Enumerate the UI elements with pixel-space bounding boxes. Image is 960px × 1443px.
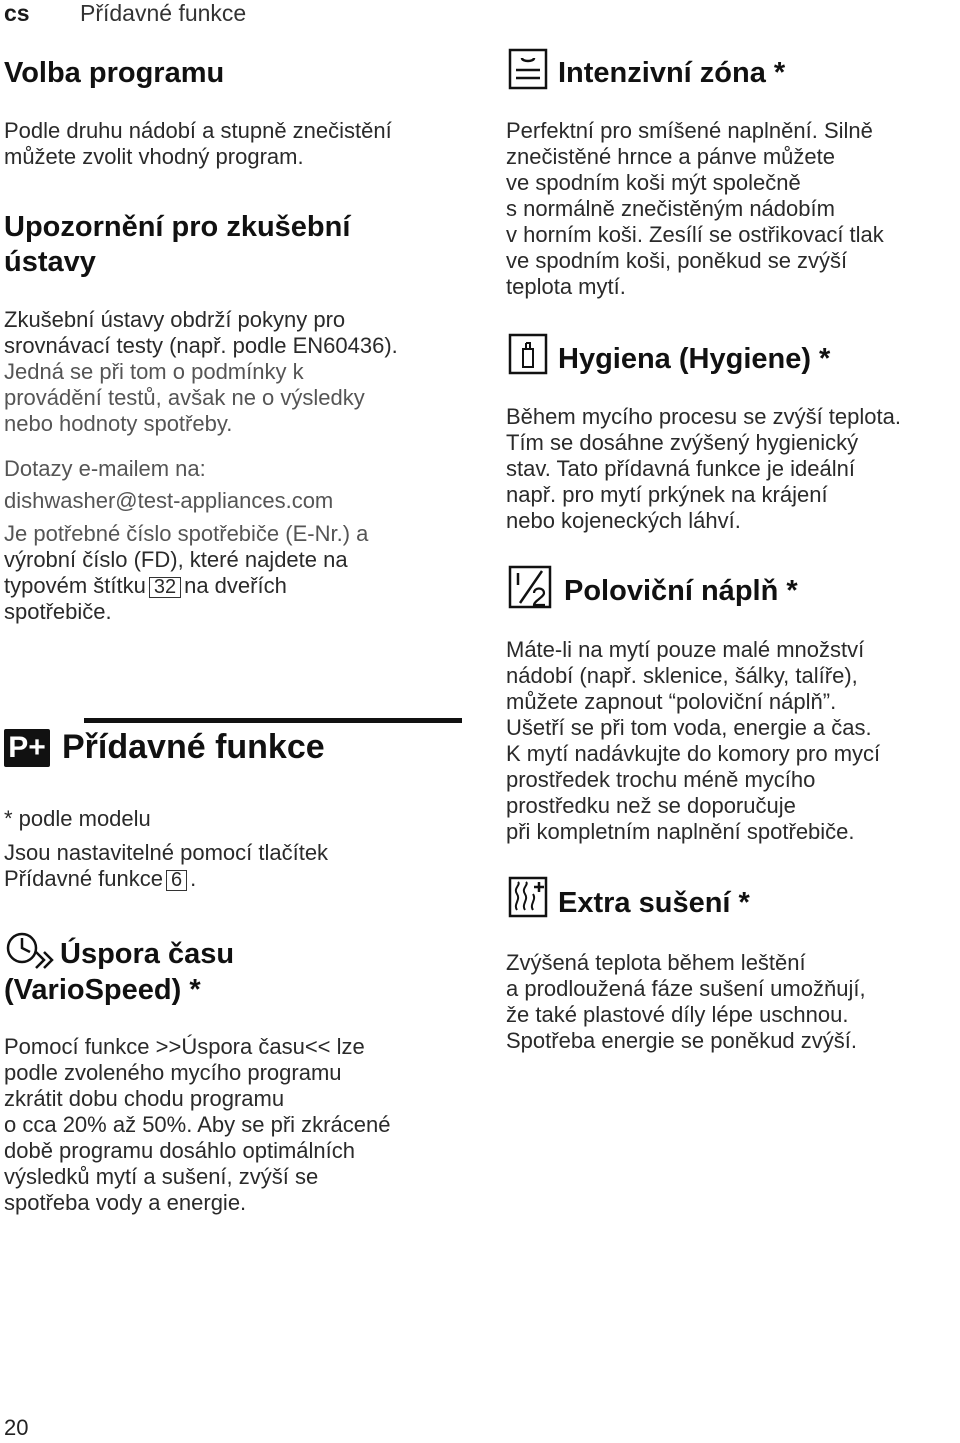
plate-reference: 32 (149, 577, 181, 598)
plate-text: na dveřích (184, 573, 287, 598)
test-line: srovnávací testy (např. podle EN60436). (4, 333, 398, 358)
intensive-line: s normálně znečistěným nádobím (506, 196, 835, 221)
variospeed-line: spotřeba vody a energie. (4, 1190, 247, 1215)
dry-line: že také plastové díly lépe uschnou. (506, 1002, 849, 1027)
variospeed-line: o cca 20% až 50%. Aby se při zkrácené (4, 1112, 391, 1137)
variospeed-line: době programu dosáhlo optimálních (4, 1138, 356, 1163)
hygiene-line: Během mycího procesu se zvýší teplota. (506, 404, 901, 429)
chapter-title: Přídavné funkce (80, 0, 247, 26)
test-title-line: ústavy (4, 246, 96, 278)
variospeed-title-line: Úspora času (60, 938, 235, 970)
half-line: prostředek trochu méně mycího (506, 767, 816, 792)
test-line: provádění testů, avšak ne o výsledky (4, 385, 365, 410)
serial-line: spotřebiče. (4, 599, 112, 624)
intensive-line: ve spodním koši mýt společně (506, 170, 801, 195)
hygiene-line: např. pro mytí prkýnek na krájení (506, 482, 828, 507)
intensive-line: znečistěné hrnce a pánve můžete (506, 144, 835, 169)
adjust-text-pre: Přídavné funkce (4, 866, 163, 891)
hygiene-line: stav. Tato přídavná funkce je ideální (506, 456, 855, 481)
half-line: nádobí (např. sklenice, šálky, talíře), (506, 663, 858, 688)
extra-dry-icon (508, 876, 548, 918)
variospeed-title (4, 936, 234, 1008)
test-line: Zkušební ústavy obdrží pokyny pro (4, 307, 346, 332)
variospeed-line: Pomocí funkce >>Úspora času<< lze (4, 1034, 365, 1059)
p-plus-icon: P+ (4, 729, 50, 767)
intensive-zone-title: Intenzivní zóna * (558, 57, 786, 89)
intensive-zone-text (506, 118, 884, 300)
section-rule (84, 718, 462, 723)
dry-line: a prodloužená fáze sušení umožňují, (506, 976, 866, 1001)
half-load-title: Poloviční náplň * (564, 575, 798, 607)
extra-dry-text (506, 950, 866, 1054)
half-line: K mytí nadávkujte do komory pro mycí (506, 741, 881, 766)
half-line: prostředku než se doporučuje (506, 793, 796, 818)
half-line: Ušetří se při tom voda, energie a čas. (506, 715, 872, 740)
adjust-text (4, 840, 328, 892)
hygiene-line: Tím se dosáhne zvýšený hygienický (506, 430, 859, 455)
half-load-icon (508, 565, 552, 609)
half-line: při kompletním naplnění spotřebiče. (506, 819, 855, 844)
half-line: Máte-li na mytí pouze malé množství (506, 637, 865, 662)
hygiene-line: nebo kojeneckých láhví. (506, 508, 741, 533)
half-load-text (506, 637, 880, 845)
variospeed-line: výsledků mytí a sušení, zvýší se (4, 1164, 319, 1189)
half-line: můžete zapnout “poloviční náplň”. (506, 689, 837, 714)
adjust-line (4, 866, 328, 892)
test-institutes-title (4, 210, 350, 280)
serial-text (4, 521, 368, 625)
adjust-line: Jsou nastavitelné pomocí tlačítek (4, 840, 329, 865)
intensive-line: v horním koši. Zesílí se ostřikovací tlak (506, 222, 884, 247)
adjust-text-post: . (190, 866, 197, 891)
program-text (4, 118, 392, 170)
intensive-zone-icon (508, 48, 548, 90)
test-line: nebo hodnoty spotřeby. (4, 411, 233, 436)
variospeed-text (4, 1034, 390, 1216)
page-number: 20 (4, 1415, 29, 1440)
program-line: Podle druhu nádobí a stupně znečistění (4, 118, 392, 143)
serial-line: výrobní číslo (FD), které najdete na (4, 547, 348, 572)
program-line: můžete zvolit vhodný program. (4, 144, 304, 169)
test-line: Jedná se při tom o podmínky k (4, 359, 304, 384)
variospeed-line: podle zvoleného mycího programu (4, 1060, 342, 1085)
dry-line: Spotřeba energie se poněkud zvýší. (506, 1028, 858, 1053)
test-text (4, 307, 398, 437)
variospeed-line: zkrátit dobu chodu programu (4, 1086, 285, 1111)
hygiene-title: Hygiena (Hygiene) * (558, 343, 831, 375)
extra-functions-heading (4, 728, 325, 767)
intensive-line: teplota mytí. (506, 274, 626, 299)
intensive-line: Perfektní pro smíšené naplnění. Silně (506, 118, 873, 143)
model-note: * podle modelu (4, 806, 151, 831)
program-title: Volba programu (4, 57, 225, 89)
extra-dry-title: Extra sušení * (558, 887, 750, 919)
serial-line: Je potřebné číslo spotřebiče (E-Nr.) a (4, 521, 369, 546)
language-code: cs (4, 0, 30, 26)
button-reference: 6 (166, 870, 187, 891)
extra-functions-title: Přídavné funkce (62, 728, 325, 766)
email-address[interactable]: dishwasher@test-appliances.com (4, 488, 334, 513)
dry-line: Zvýšená teplota během leštění (506, 950, 806, 975)
test-title-line: Upozornění pro zkušební (4, 211, 351, 243)
email-label: Dotazy e-mailem na: (4, 456, 206, 481)
plate-text: typovém štítku (4, 573, 146, 598)
serial-line (4, 573, 368, 599)
hygiene-text (506, 404, 901, 534)
variospeed-title-line: (VarioSpeed) * (4, 974, 201, 1006)
hygiene-icon (508, 333, 548, 375)
intensive-line: ve spodním koši, poněkud se zvýší (506, 248, 848, 273)
